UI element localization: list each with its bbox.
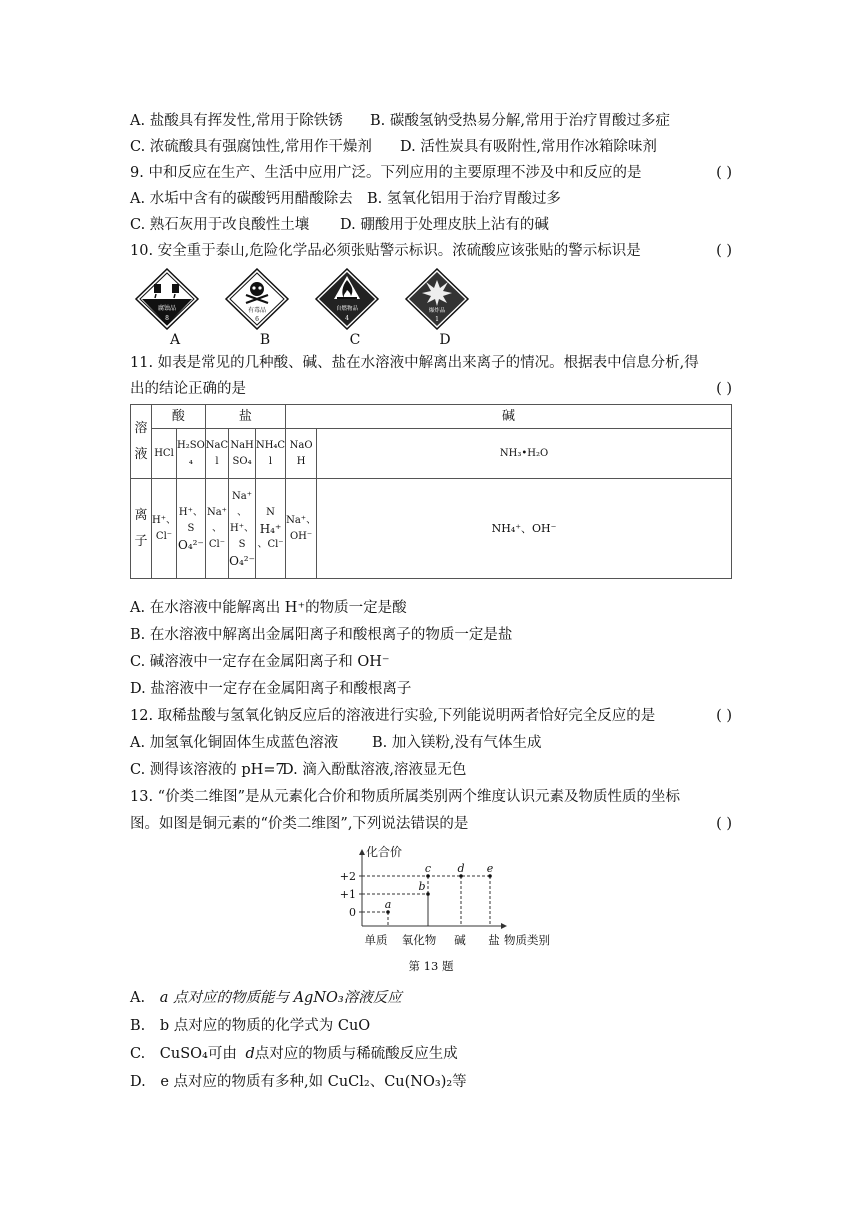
header-ions xyxy=(131,479,152,579)
header-base: 碱 xyxy=(286,405,732,429)
hazard-sign-letters xyxy=(164,330,732,350)
sign-c-letter: C xyxy=(349,332,361,348)
q13-option-c xyxy=(130,1040,732,1068)
sign-a-letter: A xyxy=(169,332,181,348)
corrosive-icon xyxy=(134,268,200,330)
exam-page xyxy=(130,108,732,1096)
hazard-signs xyxy=(134,268,732,330)
q12-answer-paren: ( ) xyxy=(716,708,732,724)
cell-h2so4 xyxy=(177,429,206,479)
ions-h2so4-3: O₄²⁻ xyxy=(177,537,204,552)
q11-stem-line2 xyxy=(130,376,732,402)
q9-option-c: C. 熟石灰用于改良酸性土壤 xyxy=(130,217,310,233)
q13-stem-text-2: 图。如图是铜元素的“价类二维图”,下列说法错误的是 xyxy=(130,816,469,832)
q11-option-c: C. 碱溶液中一定存在金属阳离子和 OH⁻ xyxy=(130,654,390,670)
explosion-icon xyxy=(404,268,470,330)
q13-option-b xyxy=(130,1012,732,1040)
q9-option-a: A. 水垢中含有的碳酸钙用醋酸除去 xyxy=(130,191,353,207)
cell-nahso4-a: NaH xyxy=(230,439,254,451)
point-label-c: c xyxy=(424,862,432,875)
q13-option-b-text: b 点对应的物质的化学式为 CuO xyxy=(159,1018,371,1034)
x-category-label: 氧化物 xyxy=(401,933,437,947)
cell-nh4cl-a: NH₄C xyxy=(255,439,286,451)
ions-naoh xyxy=(286,479,317,579)
q13-option-b-label: B. xyxy=(130,1018,146,1034)
header-solution xyxy=(131,405,152,479)
cell-nh4cl-b: l xyxy=(268,455,273,467)
ions-hcl xyxy=(152,479,177,579)
cell-naoh-b: H xyxy=(296,455,306,467)
q10-answer-paren: ( ) xyxy=(716,243,732,259)
y-axis-label: 化合价 xyxy=(366,845,403,859)
header-ions-char1: 离 xyxy=(134,507,148,523)
sign-b-letter: B xyxy=(259,332,271,348)
sign-d-letter: D xyxy=(439,332,451,348)
q11-option-b: B. 在水溶液中解离出金属阳离子和酸根离子的物质一定是盐 xyxy=(130,627,513,643)
y-tick-label: +2 xyxy=(339,870,356,883)
q12-stem xyxy=(130,703,732,730)
q9-stem-text: 9. 中和反应在生产、生活中应用广泛。下列应用的主要原理不涉及中和反应的是 xyxy=(130,165,642,181)
point-label-a: a xyxy=(384,898,392,911)
cell-nahso4-b: SO₄ xyxy=(232,455,252,467)
q8-option-d: D. 活性炭具有吸附性,常用作冰箱除味剂 xyxy=(400,139,657,155)
q12-option-d: D. 滴入酚酞溶液,溶液显无色 xyxy=(282,762,467,778)
y-tick-label: 0 xyxy=(349,906,356,919)
q13-option-d-label: D. xyxy=(130,1074,146,1090)
q13-option-c-pre: CuSO₄可由 xyxy=(159,1046,237,1062)
skull-icon xyxy=(224,268,290,330)
cell-nahso4 xyxy=(229,429,256,479)
q8-row-cd xyxy=(130,134,732,160)
q12-option-a: A. 加氢氧化铜固体生成蓝色溶液 xyxy=(130,735,339,751)
q12-stem-text: 12. 取稀盐酸与氢氧化钠反应后的溶液进行实验,下列能说明两者恰好完全反应的是 xyxy=(130,708,656,724)
point-label-b: b xyxy=(418,880,426,893)
ions-naoh-2: OH⁻ xyxy=(289,530,313,542)
sign-a-label: 腐蚀品 xyxy=(157,305,177,312)
ions-nh3h2o: NH₄⁺、OH⁻ xyxy=(317,479,732,579)
q12-row-ab xyxy=(130,730,732,757)
cell-nacl xyxy=(205,429,228,479)
cell-h2so4-b: ₄ xyxy=(188,455,193,467)
x-category-label: 碱 xyxy=(454,933,466,947)
q13-option-c-label: C. xyxy=(130,1046,146,1062)
q13-option-d xyxy=(130,1068,732,1096)
valence-class-figure xyxy=(326,844,556,952)
q11-option-d: D. 盐溶液中一定存在金属阳离子和酸根离子 xyxy=(130,681,412,697)
q13-stem-text-1: 13. “价类二维图”是从元素化合价和物质所属类别两个维度认识元素及物质性质的坐标 xyxy=(130,789,680,805)
q12-option-c: C. 测得该溶液的 pH=7 xyxy=(130,762,285,778)
figure-caption: 第 13 题 xyxy=(408,959,454,973)
q10-stem xyxy=(130,238,732,264)
cell-nacl-b: l xyxy=(215,455,219,467)
q8-option-a: A. 盐酸具有挥发性,常用于除铁锈 xyxy=(130,113,343,129)
ions-nahso4-3: S xyxy=(238,538,246,550)
cell-nacl-a: NaC xyxy=(205,439,229,451)
q12-row-cd xyxy=(130,757,732,784)
q8-option-b: B. 碳酸氢钠受热易分解,常用于治疗胃酸过多症 xyxy=(370,113,670,129)
q13-option-a xyxy=(130,984,732,1012)
x-axis-label: 物质类别 xyxy=(504,933,550,947)
q13-option-a-label: A. xyxy=(130,990,146,1006)
ions-nh4cl xyxy=(255,479,285,579)
ions-h2so4-2: S xyxy=(187,522,195,534)
q13-answer-paren: ( ) xyxy=(716,816,732,832)
q13-stem-line2 xyxy=(130,811,732,838)
ions-nacl xyxy=(205,479,228,579)
q13-option-a-text: a 点对应的物质能与 AgNO₃溶液反应 xyxy=(159,990,402,1006)
q12-option-b: B. 加入镁粉,没有气体生成 xyxy=(372,735,542,751)
ions-nh4cl-1: N xyxy=(266,506,275,518)
ions-nacl-1: Na⁺ xyxy=(206,506,227,518)
q13-option-c-post: 点对应的物质与稀硫酸反应生成 xyxy=(254,1046,458,1062)
header-salt: 盐 xyxy=(205,405,285,429)
cell-h2so4-a: H₂SO xyxy=(177,439,205,451)
header-solution-char1: 溶 xyxy=(134,420,148,436)
point-b xyxy=(426,892,430,896)
q10-stem-text: 10. 安全重于泰山,危险化学品必须张贴警示标识。浓硫酸应该张贴的警示标识是 xyxy=(130,243,641,259)
valence-class-chart xyxy=(326,844,556,952)
ions-nacl-2: 、Cl⁻ xyxy=(208,522,226,550)
sign-d-label: 爆炸品 xyxy=(428,308,446,314)
ions-hcl-1: H⁺、 xyxy=(152,514,176,526)
ions-nh4cl-2: H₄⁺ xyxy=(259,521,282,536)
sign-d-number: 1 xyxy=(435,316,439,323)
q9-option-b: B. 氢氧化铝用于治疗胃酸过多 xyxy=(367,191,561,207)
q9-stem xyxy=(130,160,732,186)
ion-table xyxy=(130,404,732,579)
ions-hcl-2: Cl⁻ xyxy=(155,530,173,542)
ions-h2so4 xyxy=(177,479,206,579)
cell-naoh xyxy=(286,429,317,479)
sign-b-number: 6 xyxy=(255,316,259,323)
ions-nh4cl-3: 、Cl⁻ xyxy=(257,538,284,550)
ions-nahso4-1: Na⁺ xyxy=(232,490,253,502)
cell-nh3h2o: NH₃•H₂O xyxy=(317,429,732,479)
header-acid: 酸 xyxy=(152,405,206,429)
q13-option-c-italic: d xyxy=(245,1046,255,1062)
flame-icon xyxy=(314,268,380,330)
q11-stem-text-1: 11. 如表是常见的几种酸、碱、盐在水溶液中解离出来离子的情况。根据表中信息分析,得 xyxy=(130,355,699,371)
ions-naoh-1: Na⁺、 xyxy=(286,514,317,526)
ions-h2so4-1: H⁺、 xyxy=(178,506,203,518)
sign-b-label: 有毒品 xyxy=(247,307,267,314)
q8-option-c: C. 浓硫酸具有强腐蚀性,常用作干燥剂 xyxy=(130,139,372,155)
x-category-label: 盐 xyxy=(488,933,500,947)
q9-row-ab xyxy=(130,186,732,212)
q11-option-a: A. 在水溶液中能解离出 H⁺的物质一定是酸 xyxy=(130,600,407,616)
q13-stem-line1 xyxy=(130,784,732,811)
q13-option-d-text: e 点对应的物质有多种,如 CuCl₂、Cu(NO₃)₂等 xyxy=(160,1074,467,1090)
header-solution-char2: 液 xyxy=(134,446,148,462)
y-tick-label: +1 xyxy=(339,888,356,901)
q11-stem-text-2: 出的结论正确的是 xyxy=(130,381,246,397)
ions-nahso4 xyxy=(229,479,256,579)
cell-naoh-a: NaO xyxy=(289,439,313,451)
q9-option-d: D. 硼酸用于处理皮肤上沾有的碱 xyxy=(340,217,549,233)
sign-c-label: 自燃物品 xyxy=(335,306,359,312)
point-label-d: d xyxy=(457,862,465,875)
cell-nh4cl xyxy=(255,429,285,479)
point-label-e: e xyxy=(486,862,494,875)
q9-answer-paren: ( ) xyxy=(716,165,732,181)
sign-a-number: 8 xyxy=(165,315,169,322)
x-category-label: 单质 xyxy=(364,933,388,947)
q11-answer-paren: ( ) xyxy=(716,381,732,397)
sign-c-number: 4 xyxy=(345,315,349,322)
q9-row-cd xyxy=(130,212,732,238)
ions-nahso4-4: O₄²⁻ xyxy=(229,553,255,568)
header-ions-char2: 子 xyxy=(134,533,148,549)
ions-nahso4-2: 、H⁺、 xyxy=(230,506,255,534)
q8-row-ab xyxy=(130,108,732,134)
cell-hcl: HCl xyxy=(152,429,177,479)
q11-stem-line1 xyxy=(130,350,732,376)
